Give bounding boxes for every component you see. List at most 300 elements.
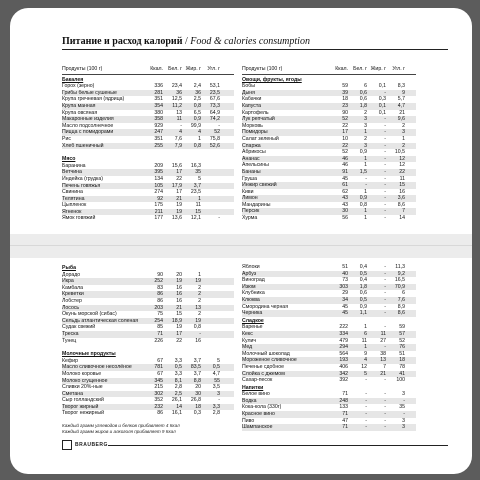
nutrient-value: 175 xyxy=(154,202,163,209)
nutrient-value: 18 xyxy=(195,403,201,410)
nutrient-value: 3,3 xyxy=(174,357,182,364)
table-bottom-left xyxy=(62,264,234,417)
nutrient-value: 30 xyxy=(342,208,348,215)
nutrient-value xyxy=(201,183,220,190)
nutrient-value: - xyxy=(384,175,386,182)
product-name: Судак свежий xyxy=(62,324,96,331)
nutrient-value: 2 xyxy=(364,135,367,142)
nutrient-value xyxy=(201,202,220,209)
nutrient-value: 352 xyxy=(154,397,163,404)
nutrient-value: - xyxy=(365,424,367,431)
product-name: Водка xyxy=(242,397,257,404)
nutrient-value: - xyxy=(384,142,386,149)
table-row xyxy=(242,83,416,90)
nutrient-value xyxy=(201,305,220,312)
table-row xyxy=(62,183,234,190)
product-name: Салат зеленый xyxy=(242,135,279,142)
table-row xyxy=(62,272,234,279)
nutrient-value: 90 xyxy=(157,271,163,278)
nutrient-value: 6 xyxy=(402,290,405,297)
nutrient-value: 59 xyxy=(399,324,405,331)
nutrient-value: 255 xyxy=(154,142,163,149)
nutrient-value: 2 xyxy=(198,311,201,318)
nutrient-value: 52 xyxy=(214,129,220,136)
nutrient-value: 0,9 xyxy=(359,195,367,202)
nutrient-value: 23,5 xyxy=(209,89,220,96)
product-name: Творог жирный xyxy=(62,403,99,410)
table-row xyxy=(62,103,234,110)
nutrient-value: 21 xyxy=(176,304,182,311)
nutrient-value: 6,5 xyxy=(193,109,201,116)
nutrient-value: 564 xyxy=(339,350,348,357)
nutrient-value: 11 xyxy=(361,337,367,344)
nutrient-value: 0,1 xyxy=(378,102,386,109)
product-name: Лобстер xyxy=(62,297,82,304)
nutrient-value: 19 xyxy=(176,278,182,285)
product-name: Шампанское xyxy=(242,424,273,431)
nutrient-value: 67 xyxy=(157,357,163,364)
product-name: Сметана xyxy=(62,390,83,397)
row-gap xyxy=(62,149,234,155)
table-row xyxy=(242,162,416,169)
nutrient-value xyxy=(201,189,220,196)
product-name: Апельсины xyxy=(242,162,269,169)
nutrient-value: 17 xyxy=(176,169,182,176)
nutrient-value: 3 xyxy=(402,129,405,136)
nutrient-value: 59 xyxy=(342,83,348,90)
nutrient-value: 2 xyxy=(198,291,201,298)
nutrient-value: 6 xyxy=(364,330,367,337)
nutrient-value: 203 xyxy=(154,304,163,311)
product-name: Капуста xyxy=(242,102,262,109)
nutrient-value: 303 xyxy=(339,283,348,290)
table-row xyxy=(242,404,416,411)
nutrient-value: 16 xyxy=(195,337,201,344)
nutrient-value: 4,7 xyxy=(212,370,220,377)
product-name: Сельдь атлантическая соленая xyxy=(62,317,139,324)
product-name: Лимон xyxy=(242,195,258,202)
nutrient-value: 8,6 xyxy=(397,201,405,208)
table-row xyxy=(242,331,416,338)
nutrient-value: - xyxy=(180,122,182,129)
nutrient-value: 22 xyxy=(342,142,348,149)
nutrient-value: 19 xyxy=(176,208,182,215)
section-heading: Молочные продукты xyxy=(62,351,116,358)
nutrient-value: 1,5 xyxy=(359,168,367,175)
product-name: Хурма xyxy=(242,215,258,222)
product-name: Тунец xyxy=(62,337,77,344)
nutrient-value: - xyxy=(384,195,386,202)
nutrient-value: 11,3 xyxy=(395,264,405,270)
nutrient-value: - xyxy=(365,411,367,418)
nutrient-value: 13 xyxy=(380,357,386,364)
nutrient-value: 254 xyxy=(154,317,163,324)
product-name: Телятина xyxy=(62,195,85,202)
nutrient-value: 71 xyxy=(157,330,163,337)
nutrient-value: 4 xyxy=(364,357,367,364)
product-name: Дыня xyxy=(242,89,255,96)
nutrient-value: 3 xyxy=(364,142,367,149)
nutrient-value: 2 xyxy=(364,109,367,116)
product-name: Мороженое сливочное xyxy=(242,357,297,364)
table-row xyxy=(242,215,416,222)
nutrient-value: 73,3 xyxy=(209,102,220,109)
nutrient-value: 0,5 xyxy=(212,364,220,371)
product-name: Индейка (грудка) xyxy=(62,175,104,182)
page-title: Питание и расход калорий / Food & calories consumption xyxy=(62,36,310,47)
product-name: Горох (зерно) xyxy=(62,83,95,90)
nutrient-value: 1,1 xyxy=(359,310,367,317)
nutrient-value: 2 xyxy=(198,284,201,291)
nutrient-value: 57 xyxy=(399,330,405,337)
nutrient-value xyxy=(201,318,220,325)
nutrient-value: - xyxy=(384,122,386,129)
nutrient-value: - xyxy=(403,411,405,418)
product-name: Ананас xyxy=(242,155,260,162)
nutrient-value: 16 xyxy=(176,297,182,304)
table-row xyxy=(242,284,416,291)
table-row xyxy=(62,176,234,183)
table-row xyxy=(62,110,234,117)
nutrient-value: 133 xyxy=(339,404,348,411)
nutrient-value: 51 xyxy=(399,350,405,357)
nutrient-value: 0,9 xyxy=(359,303,367,310)
product-name: Цыпленок xyxy=(62,202,87,209)
nutrient-value: - xyxy=(199,330,201,337)
nutrient-value: 16,1 xyxy=(171,410,182,417)
nutrient-value: - xyxy=(403,397,405,404)
nutrient-value: 40 xyxy=(342,270,348,277)
table-row xyxy=(242,411,416,418)
nutrient-value: - xyxy=(384,168,386,175)
table-row xyxy=(62,364,234,371)
nutrient-value: 38 xyxy=(380,350,386,357)
nutrient-value xyxy=(201,196,220,203)
nutrient-value: 67,6 xyxy=(209,96,220,103)
nutrient-value: 177 xyxy=(154,215,163,222)
table-row xyxy=(242,297,416,304)
nutrient-value: 3,3 xyxy=(212,403,220,410)
nutrient-value: 302 xyxy=(154,390,163,397)
section-heading: Сладкое xyxy=(242,317,264,324)
table-header: Продукты (100 г) Ккал. Бел. г Жир. г Угл. г xyxy=(62,66,234,75)
brand-logo: BRAUBERG xyxy=(62,440,108,450)
nutrient-value: 1 xyxy=(364,155,367,162)
table-row xyxy=(62,189,234,196)
nutrient-value: 12 xyxy=(399,162,405,169)
nutrient-value: 18,9 xyxy=(171,317,182,324)
nutrient-value: 1,8 xyxy=(359,102,367,109)
nutrient-value: 26,8 xyxy=(190,397,201,404)
section-heading: Напитки xyxy=(242,384,264,391)
table-header: Продукты (100 г) Ккал. Бел. г Жир. г Угл. г xyxy=(242,66,416,75)
nutrient-value: 105 xyxy=(154,182,163,189)
nutrient-value: 14 xyxy=(176,403,182,410)
nutrient-value: - xyxy=(384,277,386,284)
nutrient-value: 15 xyxy=(195,208,201,215)
nutrient-value: 8,6 xyxy=(397,310,405,317)
nutrient-value: 8,8 xyxy=(193,377,201,384)
nutrient-value: 18 xyxy=(342,96,348,103)
nutrient-value: 71 xyxy=(342,411,348,418)
nutrient-value: 3,7 xyxy=(193,370,201,377)
nutrient-value: 0,4 xyxy=(359,264,367,270)
table-row xyxy=(242,136,416,143)
nutrient-value: 211 xyxy=(154,208,163,215)
product-name: Сыр голландский xyxy=(62,397,104,404)
product-name: Мед xyxy=(242,344,253,351)
nutrient-value xyxy=(201,331,220,338)
table-row xyxy=(242,377,416,384)
table-row xyxy=(62,305,234,312)
nutrient-value: 6 xyxy=(364,83,367,90)
table-row xyxy=(242,90,416,97)
nutrient-value: 5,7 xyxy=(397,96,405,103)
nutrient-value: 3,6 xyxy=(397,195,405,202)
nutrient-value: - xyxy=(384,296,386,303)
nutrient-value: 22 xyxy=(342,122,348,129)
nutrient-value: 52 xyxy=(342,116,348,123)
nutrient-value: 21 xyxy=(399,109,405,116)
nutrient-value: - xyxy=(384,215,386,222)
nutrient-value: 3 xyxy=(364,116,367,123)
nutrient-value: 8,9 xyxy=(397,303,405,310)
nutrient-value: 22 xyxy=(176,337,182,344)
nutrient-value: 2,5 xyxy=(174,390,182,397)
product-name: Белое вино xyxy=(242,391,270,398)
nutrient-value: 23 xyxy=(342,102,348,109)
nutrient-value: 15 xyxy=(399,182,405,189)
nutrient-value: 34 xyxy=(342,296,348,303)
product-name: Молоко сгущенное xyxy=(62,377,108,384)
nutrient-value: 11 xyxy=(399,175,405,182)
table-top-left xyxy=(62,66,234,222)
nutrient-value: 294 xyxy=(339,344,348,351)
nutrient-value: 11,2 xyxy=(172,102,182,109)
product-name: Киви xyxy=(242,188,254,195)
nutrient-value: - xyxy=(365,377,367,384)
nutrient-value: 2,4 xyxy=(193,83,201,90)
product-name: Молочный шоколад xyxy=(242,350,290,357)
nutrient-value: 0,8 xyxy=(193,324,201,331)
table-row xyxy=(62,116,234,123)
nutrient-value: 4 xyxy=(179,129,182,136)
notebook-page xyxy=(10,8,472,474)
nutrient-value: 351 xyxy=(154,96,163,103)
table-row xyxy=(242,338,416,345)
nutrient-value: 336 xyxy=(154,83,163,90)
nutrient-value: 392 xyxy=(339,377,348,384)
nutrient-value: - xyxy=(384,162,386,169)
product-name: Красное вино xyxy=(242,411,275,418)
section-heading: Овощи, фрукты, ягоды xyxy=(242,76,302,83)
table-bottom-right xyxy=(242,264,416,431)
table-row xyxy=(62,378,234,385)
nutrient-value: 90 xyxy=(342,109,348,116)
signature-line xyxy=(108,445,448,446)
product-name: Помидоры xyxy=(242,129,268,136)
nutrient-value: 1 xyxy=(198,135,201,142)
nutrient-value: - xyxy=(384,155,386,162)
nutrient-value: 23,4 xyxy=(171,83,182,90)
nutrient-value: 16,3 xyxy=(190,162,201,169)
table-row xyxy=(62,384,234,391)
nutrient-value: 17 xyxy=(176,189,182,196)
nutrient-value: 64,9 xyxy=(209,109,220,116)
product-name: Грибы белые сушеные xyxy=(62,89,117,96)
nutrient-value: 12,5 xyxy=(171,96,182,103)
product-name: Окунь морской (сибас) xyxy=(62,311,117,318)
nutrient-value: 395 xyxy=(154,169,163,176)
table-row xyxy=(62,96,234,103)
nutrient-value: 193 xyxy=(339,357,348,364)
product-name: Бананы xyxy=(242,168,261,175)
nutrient-value: 27 xyxy=(380,337,386,344)
nutrient-value xyxy=(201,278,220,285)
nutrient-value: 1 xyxy=(364,324,367,331)
product-name: Лосось xyxy=(62,304,80,311)
nutrient-value xyxy=(201,285,220,292)
nutrient-value xyxy=(201,209,220,216)
table-row xyxy=(62,285,234,292)
table-row xyxy=(242,189,416,196)
nutrient-value: - xyxy=(384,290,386,297)
nutrient-value: - xyxy=(384,89,386,96)
nutrient-value: 2 xyxy=(198,297,201,304)
nutrient-value: 20 xyxy=(195,384,201,391)
table-row xyxy=(242,116,416,123)
nutrient-value: 91 xyxy=(342,168,348,175)
nutrient-value: - xyxy=(384,303,386,310)
nutrient-value: - xyxy=(384,208,386,215)
nutrient-value: 5 xyxy=(217,357,220,364)
product-name: Печенье сдобное xyxy=(242,363,285,370)
nutrient-value xyxy=(201,169,220,176)
nutrient-value: - xyxy=(365,391,367,398)
table-row xyxy=(242,418,416,425)
table-row xyxy=(242,202,416,209)
table-row xyxy=(62,169,234,176)
nutrient-value: - xyxy=(384,411,386,418)
title-divider xyxy=(62,49,448,50)
nutrient-value: 52 xyxy=(342,149,348,156)
nutrient-value: 36 xyxy=(195,89,201,96)
nutrient-value: 406 xyxy=(339,363,348,370)
nutrient-value: - xyxy=(218,397,220,404)
nutrient-value: 1 xyxy=(364,129,367,136)
table-row xyxy=(242,129,416,136)
product-name: Бобы xyxy=(242,83,255,90)
nutrient-value: 9,2 xyxy=(397,270,405,277)
table-row xyxy=(242,398,416,405)
product-name: Картофель xyxy=(242,109,269,116)
nutrient-value: 19 xyxy=(176,324,182,331)
nutrient-value: 86 xyxy=(157,297,163,304)
nutrient-value: 3 xyxy=(402,417,405,424)
table-row xyxy=(242,149,416,156)
product-name: Дорадо xyxy=(62,271,81,278)
nutrient-value: 3 xyxy=(217,390,220,397)
nutrient-value: 226 xyxy=(154,337,163,344)
nutrient-value: 358 xyxy=(154,116,163,123)
nutrient-value: 19 xyxy=(176,202,182,209)
nutrient-value: 3,7 xyxy=(193,182,201,189)
nutrient-value: 56 xyxy=(342,215,348,222)
nutrient-value: 26,1 xyxy=(171,397,182,404)
nutrient-value: 2 xyxy=(402,142,405,149)
product-name: Кока-кола (330г) xyxy=(242,404,282,411)
nutrient-value: 35 xyxy=(195,169,201,176)
table-row xyxy=(62,136,234,143)
product-name: Сливки 20%-ные xyxy=(62,384,103,391)
product-name: Творог нежирный xyxy=(62,410,105,417)
nutrient-value: 281 xyxy=(154,89,163,96)
nutrient-value: 2 xyxy=(402,122,405,129)
nutrient-value: 354 xyxy=(154,102,163,109)
product-name: Креветки xyxy=(62,291,84,298)
nutrient-value: - xyxy=(384,182,386,189)
nutrient-value: 22 xyxy=(176,175,182,182)
nutrient-value: 0,3 xyxy=(378,96,386,103)
product-name: Крупа овсяная xyxy=(62,109,98,116)
product-name: Масло сливочное несолёное xyxy=(62,364,132,371)
nutrient-value xyxy=(201,272,220,279)
nutrient-value: 5 xyxy=(198,175,201,182)
product-name: Ямок говяжий xyxy=(62,215,96,222)
product-name: Рис xyxy=(62,135,71,142)
product-name: Кулич xyxy=(242,337,257,344)
table-row xyxy=(242,364,416,371)
table-row xyxy=(242,143,416,150)
nutrient-value: 209 xyxy=(154,162,163,169)
nutrient-value: 222 xyxy=(339,324,348,331)
nutrient-value: 1 xyxy=(198,271,201,278)
table-row xyxy=(242,344,416,351)
nutrient-value: 100 xyxy=(396,377,405,384)
table-row xyxy=(242,391,416,398)
nutrient-value: 1 xyxy=(402,135,405,142)
nutrient-value xyxy=(201,298,220,305)
nutrient-value: 51 xyxy=(342,264,348,270)
page-spine xyxy=(10,234,472,258)
nutrient-value: 43 xyxy=(342,201,348,208)
table-row xyxy=(62,196,234,203)
product-name: Ягненок xyxy=(62,208,82,215)
nutrient-value: - xyxy=(384,404,386,411)
table-row xyxy=(62,371,234,378)
nutrient-value: - xyxy=(384,344,386,351)
nutrient-value: 67 xyxy=(157,370,163,377)
product-name: Абрикосы xyxy=(242,149,266,156)
nutrient-value: 16 xyxy=(176,284,182,291)
product-name: Изюм xyxy=(242,283,256,290)
nutrient-value: 232 xyxy=(154,403,163,410)
table-row xyxy=(242,169,416,176)
nutrient-value: - xyxy=(384,264,386,270)
table-row xyxy=(62,83,234,90)
nutrient-value: - xyxy=(384,135,386,142)
product-name: Крупа гречневая (ядрица) xyxy=(62,96,125,103)
nutrient-value: - xyxy=(384,129,386,136)
nutrient-value: 334 xyxy=(339,330,348,337)
nutrient-value: 16 xyxy=(399,188,405,195)
nutrient-value: 5 xyxy=(364,370,367,377)
product-name: Слойка с джемом xyxy=(242,370,285,377)
product-name: Кефир xyxy=(62,357,78,364)
product-name: Пицца с помидорами xyxy=(62,129,114,136)
table-row xyxy=(62,90,234,97)
nutrient-value: 52 xyxy=(399,337,405,344)
